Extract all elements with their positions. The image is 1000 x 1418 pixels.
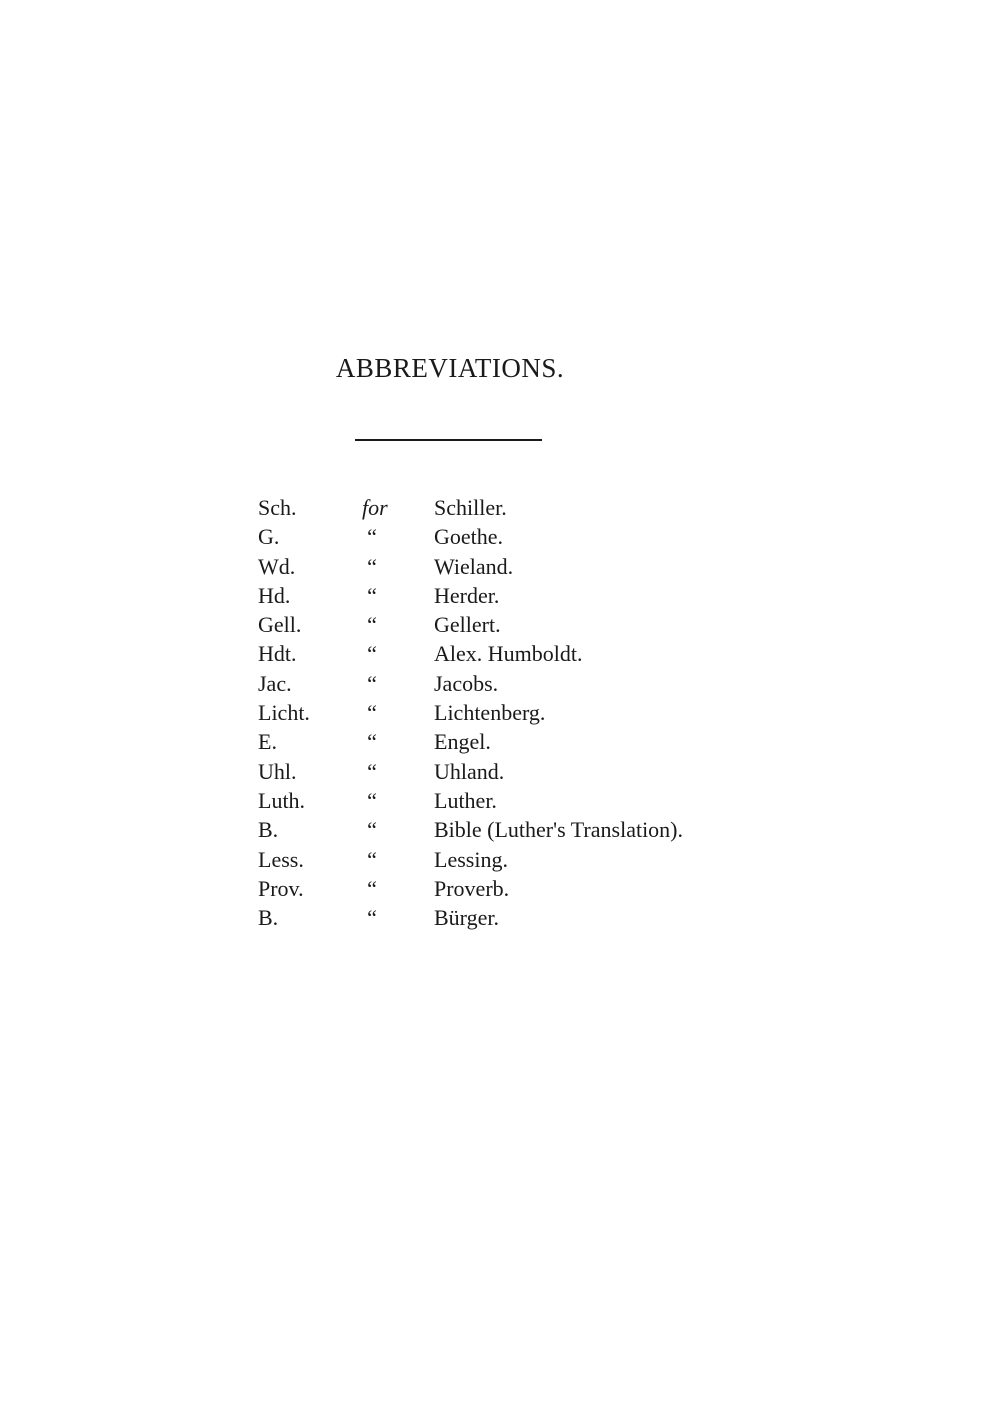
full-name: Bürger. <box>434 905 499 931</box>
abbreviation-row <box>258 727 818 756</box>
full-name: Uhland. <box>434 758 505 784</box>
abbreviation: B. <box>258 817 279 843</box>
ditto-mark: “ <box>367 524 377 550</box>
abbreviation: Gell. <box>258 612 302 638</box>
ditto-mark: “ <box>367 905 377 931</box>
full-name: Herder. <box>434 582 500 608</box>
abbreviation: Sch. <box>258 495 297 520</box>
abbreviation: Licht. <box>258 700 310 726</box>
abbreviation-row <box>258 639 818 668</box>
abbreviation: Uhl. <box>258 758 297 784</box>
for-word: for <box>362 495 388 520</box>
ditto-mark: “ <box>367 787 377 813</box>
abbreviation-row <box>258 552 818 581</box>
full-name: Lessing. <box>434 846 508 872</box>
ditto-mark: “ <box>367 875 377 901</box>
abbreviation-row <box>258 845 818 874</box>
full-name: Alex. Humboldt. <box>434 641 583 667</box>
abbreviation-row <box>258 669 818 698</box>
abbreviation-row <box>258 903 818 932</box>
abbreviation-row <box>258 698 818 727</box>
abbreviation: Luth. <box>258 787 306 813</box>
abbreviation-row <box>258 493 818 522</box>
abbreviation: Wd. <box>258 553 296 579</box>
abbreviation: Prov. <box>258 875 304 901</box>
title-divider <box>355 439 542 441</box>
abbreviation-row <box>258 757 818 786</box>
abbreviation-list <box>258 493 818 932</box>
ditto-mark: “ <box>367 641 377 667</box>
abbreviation-row <box>258 815 818 844</box>
abbreviation: Hdt. <box>258 641 297 667</box>
page-title: ABBREVIATIONS. <box>335 353 565 383</box>
abbreviation-row <box>258 610 818 639</box>
abbreviation: B. <box>258 905 279 931</box>
ditto-mark: “ <box>367 817 377 843</box>
full-name: Wieland. <box>434 553 514 579</box>
abbreviation-row <box>258 522 818 551</box>
ditto-mark: “ <box>367 582 377 608</box>
ditto-mark: “ <box>367 846 377 872</box>
abbreviation-row <box>258 786 818 815</box>
full-name: Proverb. <box>434 875 510 901</box>
ditto-mark: “ <box>367 553 377 579</box>
full-name: Goethe. <box>434 524 504 550</box>
abbreviation: G. <box>258 524 280 550</box>
full-name: Lichtenberg. <box>434 700 546 726</box>
ditto-mark: “ <box>367 758 377 784</box>
abbreviation: Hd. <box>258 582 291 608</box>
full-name: Gellert. <box>434 612 501 638</box>
abbreviation: Jac. <box>258 670 292 696</box>
full-name: Bible (Luther's Translation). <box>434 817 684 843</box>
ditto-mark: “ <box>367 670 377 696</box>
full-name: Luther. <box>434 787 497 813</box>
ditto-mark: “ <box>367 612 377 638</box>
full-name: Schiller. <box>434 495 507 520</box>
abbreviation: E. <box>258 729 277 755</box>
abbreviation-row <box>258 874 818 903</box>
abbreviation-row <box>258 581 818 610</box>
full-name: Engel. <box>434 729 491 755</box>
ditto-mark: “ <box>367 729 377 755</box>
abbreviation: Less. <box>258 846 304 872</box>
ditto-mark: “ <box>367 700 377 726</box>
full-name: Jacobs. <box>434 670 499 696</box>
